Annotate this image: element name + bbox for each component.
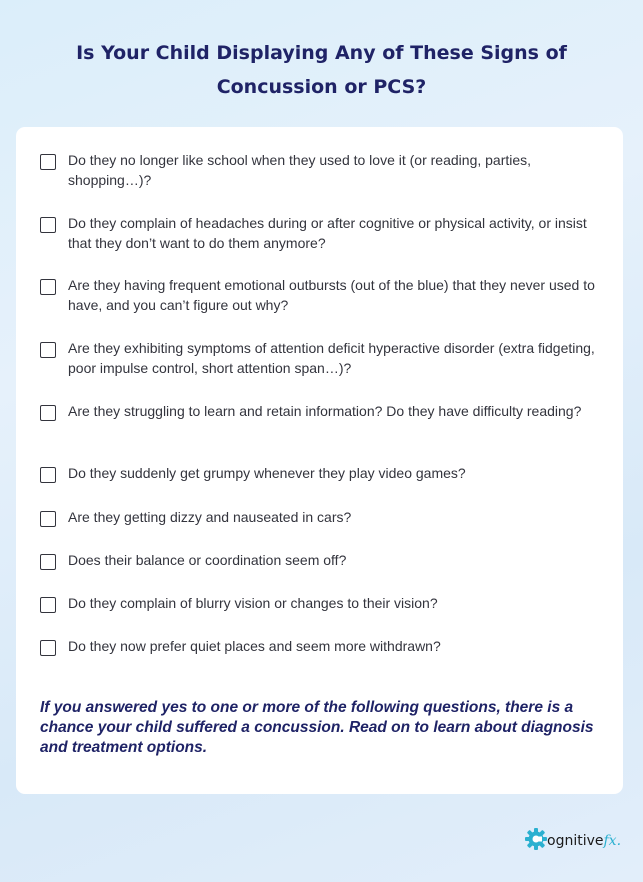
checkbox[interactable] (40, 342, 56, 358)
checklist-item-text: Do they complain of blurry vision or changes to their vision? (68, 595, 438, 611)
checkbox[interactable] (40, 554, 56, 570)
checkbox[interactable] (40, 511, 56, 527)
checklist-item-text: Do they complain of headaches during or after cognitive or physical activity, or insist that they don’t want to do them anymore? (68, 215, 587, 251)
checklist-card (16, 127, 623, 794)
logo-wordmark: ognitive (547, 833, 604, 849)
checkbox[interactable] (40, 154, 56, 170)
checklist-item-text: Does their balance or coordination seem off? (68, 552, 347, 568)
page-title (0, 36, 643, 104)
checklist-item-text: Do they now prefer quiet places and seem more withdrawn? (68, 638, 441, 654)
title-line-1: Is Your Child Displaying Any of These Signs of (76, 42, 567, 64)
title-line-2: Concussion or PCS? (216, 76, 427, 98)
logo-fx: fx. (603, 833, 622, 849)
checkbox[interactable] (40, 279, 56, 295)
conclusion-note: If you answered yes to one or more of the following questions, there is a chance your child suffered a concussion. Read on to learn about diagnosis and treatment options. (40, 699, 594, 756)
checklist-item-text: Do they suddenly get grumpy whenever they play video games? (68, 465, 466, 481)
checklist-item-text: Are they getting dizzy and nauseated in cars? (68, 509, 352, 525)
checklist-item-text: Are they struggling to learn and retain information? Do they have difficulty reading? (68, 403, 582, 419)
checklist-item-text: Are they having frequent emotional outbursts (out of the blue) that they never used to have, and you can’t figure out why? (68, 277, 595, 313)
checkbox[interactable] (40, 405, 56, 421)
checkbox[interactable] (40, 217, 56, 233)
checkbox[interactable] (40, 640, 56, 656)
checklist-item-text: Do they no longer like school when they used to love it (or reading, parties, shopping…)? (68, 152, 532, 188)
cognitivefx-logo (524, 828, 621, 854)
checkbox[interactable] (40, 467, 56, 483)
checkbox[interactable] (40, 597, 56, 613)
gear-icon (524, 827, 548, 856)
checklist-item-text: Are they exhibiting symptoms of attention deficit hyperactive disorder (extra fidgeting, poor impulse control, short attention span…)? (68, 340, 595, 376)
